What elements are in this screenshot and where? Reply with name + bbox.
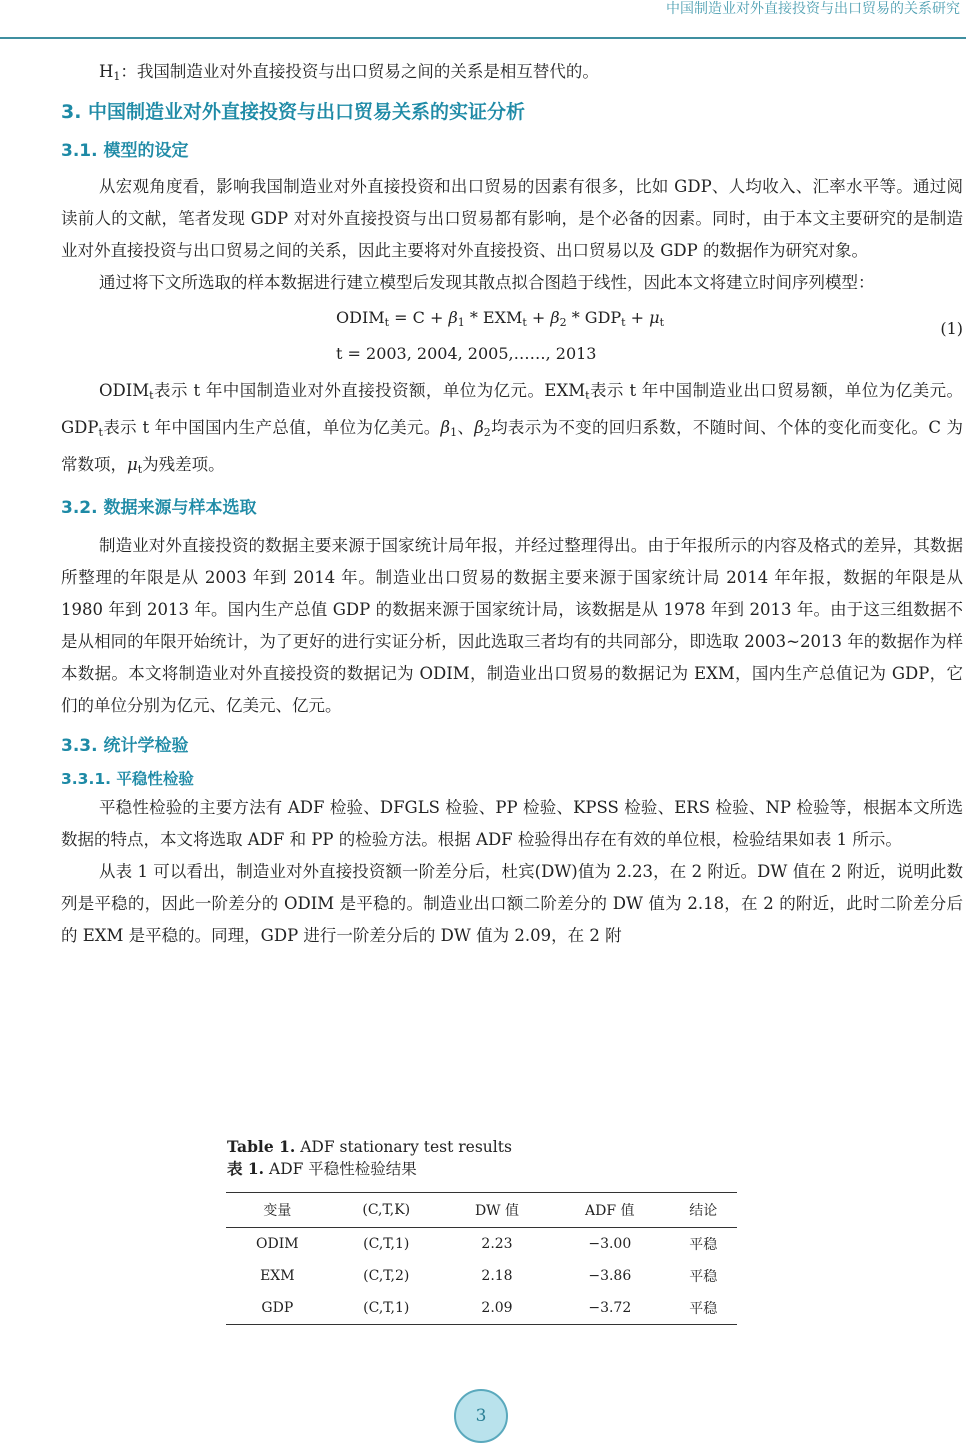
table-cell: GDP [261, 1300, 294, 1316]
caption-en-label: Table 1. [227, 1137, 296, 1156]
section-3-1-paragraph-2: 通过将下文所选取的样本数据进行建立模型后发现其散点拟合图趋于线性，因此本文将建立时间序列模型： [99, 273, 875, 292]
eq-exm: * EXM [464, 308, 523, 327]
eq-sub-2: 2 [559, 316, 567, 329]
table-caption-zh [227, 1158, 512, 1180]
def-sep: 、 [457, 418, 475, 437]
def-text-1: 表示 t 年中国制造业对外直接投资额，单位为亿元。EXM [153, 381, 586, 400]
hypothesis-text: ：我国制造业对外直接投资与出口贸易之间的关系是相互替代的。 [120, 62, 599, 81]
def-beta: β [440, 418, 451, 437]
eq-beta: β [550, 308, 560, 327]
column-header: DW 值 [474, 1203, 520, 1219]
equation-line-2: t = 2003, 2004, 2005,……, 2013 [336, 344, 597, 363]
table-cell: 平稳 [689, 1301, 718, 1317]
column-header: ADF 值 [585, 1203, 635, 1219]
eq-sub-1: 1 [457, 316, 465, 329]
def-text-4: 均表示为不变的回归系数，不随时间、个体的变化而变化。C 为常数项， [61, 418, 964, 474]
def-odim: ODIM [99, 381, 150, 400]
section-3-1-heading: 3.1. 模型的设定 [61, 141, 189, 161]
caption-zh-text: ADF 平稳性检验结果 [264, 1160, 417, 1178]
table-cell: 平稳 [689, 1269, 718, 1285]
def-mu: μ [127, 455, 138, 474]
eq-mu: μ [649, 308, 660, 327]
table-cell: 2.09 [481, 1300, 513, 1316]
table-cell: (C,T,1) [363, 1300, 410, 1316]
def-text-5: 为残差项。 [142, 455, 225, 474]
eq-gdp: * GDP [566, 308, 622, 327]
table-cell: 2.23 [481, 1236, 513, 1252]
table-cell: ODIM [256, 1236, 299, 1252]
running-header: 中国制造业对外直接投资与出口贸易的关系研究 [666, 1, 960, 17]
eq-sub-t: t [621, 316, 626, 329]
section-3-3-1-paragraph-1: 平稳性检验的主要方法有 ADF 检验、DFGLS 检验、PP 检验、KPSS 检验、ERS 检验、NP 检验等，根据本文所选数据的特点，本文将选取 ADF 和 PP 的检验方法。根据 ADF 检验得出存在有效的单位根，检验结果如表 1 所示。 [61, 798, 963, 849]
section-3-3-heading: 3.3. 统计学检验 [61, 736, 189, 756]
caption-zh-label: 表 1. [227, 1159, 265, 1178]
section-3-3-1-paragraph-2: 从表 1 可以看出，制造业对外直接投资额一阶差分后，杜宾(DW)值为 2.23，在 2 附近。DW 值在 2 附近，说明此数列是平稳的，因此一阶差分的 ODIM 是平稳的。制造业出口额二阶差分的 DW 值为 2.18，在 2 的附近，此时二阶差分后的 EXM 是平稳的。同理，GDP 进行一阶差分后的 DW 值为 2.09，在 2 附 [61, 862, 963, 945]
section-3-1-paragraph-1: 从宏观角度看，影响我国制造业对外直接投资和出口贸易的因素有很多，比如 GDP、人均收入、汇率水平等。通过阅读前人的文献，笔者发现 GDP 对对外直接投资与出口贸易都有影响，是个必备的因素。同时，由于本文主要研究的是制造业对外直接投资与出口贸易之间的关系，因此主要将对外直接投资、出口贸易以及 GDP 的数据作为研究对象。 [61, 177, 963, 260]
def-sub-t: t [585, 389, 590, 402]
def-sub-t: t [137, 463, 143, 476]
table-cell: 平稳 [689, 1237, 718, 1253]
table-row [226, 1292, 737, 1325]
equation-block [61, 299, 963, 375]
equation-line-1 [336, 301, 664, 340]
eq-plus: + [625, 308, 650, 327]
table-cell: 2.18 [481, 1268, 513, 1284]
equation-number: (1) [940, 319, 963, 338]
section-3-2-paragraph: 制造业对外直接投资的数据主要来源于国家统计局年报，并经过整理得出。由于年报所示的内容及格式的差异，其数据所整理的年限是从 2003 年到 2014 年。制造业出口贸易的数据主要来源于国家统计局 2014 年年报，数据的年限是从 1980 年到 2013 年。国内生产总值 GDP 的数据来源于国家统计局，该数据是从 1978 年到 2013 年。由于这三组数据不是从相同的年限开始统计，为了更好的进行实证分析，因此选取三者均有的共同部分，即选取 2003~2013 年的数据作为样本数据。本文将制造业对外直接投资的数据记为 ODIM，制造业出口贸易的数据记为 EXM，国内生产总值记为 GDP，它们的单位分别为亿元、亿美元、亿元。 [61, 536, 963, 715]
variable-definitions [61, 375, 963, 486]
header-divider [0, 37, 966, 39]
table-row [226, 1228, 737, 1261]
caption-en-text: ADF stationary test results [295, 1138, 512, 1156]
table-header-row [226, 1193, 737, 1228]
table-caption [227, 1136, 512, 1180]
hypothesis-label: H [99, 62, 114, 81]
article-body [61, 56, 963, 952]
table-cell: (C,T,1) [363, 1236, 410, 1252]
eq-sub-t: t [384, 316, 390, 329]
adf-results-table [226, 1192, 737, 1325]
column-header: (C,T,K) [362, 1202, 411, 1218]
section-3-2-heading: 3.2. 数据来源与样本选取 [61, 498, 257, 518]
hypothesis-h1 [61, 56, 963, 93]
table-row [226, 1260, 737, 1292]
def-sub-t: t [98, 426, 103, 439]
table-cell: −3.86 [588, 1268, 632, 1284]
def-text-3: 表示 t 年中国国内生产总值，单位为亿美元。 [102, 418, 441, 437]
table-cell: −3.00 [588, 1236, 632, 1252]
def-beta: β [474, 418, 484, 437]
eq-plus: + [526, 308, 551, 327]
table-caption-en [227, 1136, 512, 1158]
table-cell: EXM [260, 1268, 295, 1284]
eq-beta: β [448, 308, 458, 327]
eq-sub-t: t [659, 316, 664, 329]
column-header: 结论 [689, 1203, 718, 1219]
def-sub-t: t [149, 389, 154, 402]
section-3-3-1-heading: 3.3.1. 平稳性检验 [61, 770, 194, 788]
table-cell: (C,T,2) [363, 1268, 410, 1284]
def-sub-2: 2 [483, 426, 491, 439]
column-header: 变量 [263, 1203, 292, 1219]
page-number-badge: 3 [454, 1389, 508, 1443]
table-cell: −3.72 [588, 1300, 632, 1316]
section-3-heading: 3. 中国制造业对外直接投资与出口贸易关系的实证分析 [61, 101, 526, 123]
def-text-2: 表示 t 年中国制造业出口贸易额，单位为亿美元。GDP [61, 381, 963, 437]
def-sub-1: 1 [450, 426, 458, 439]
eq-odim: ODIM [336, 308, 385, 327]
hypothesis-subscript: 1 [113, 70, 121, 83]
eq-sub-t: t [522, 316, 527, 329]
eq-equals-c: = C + [389, 308, 449, 327]
